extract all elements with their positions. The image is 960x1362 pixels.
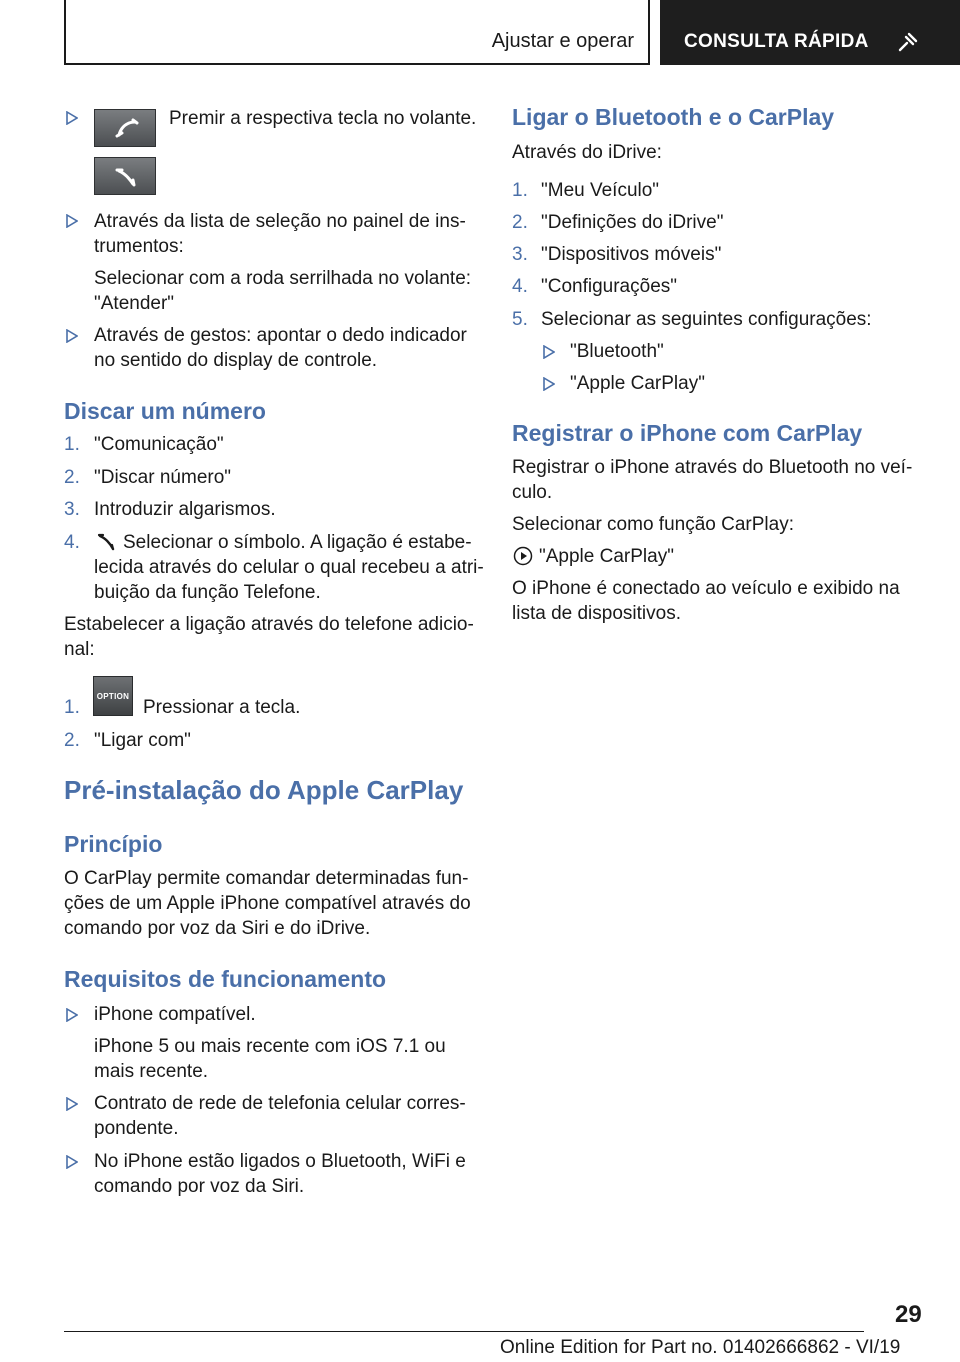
step-text: lecida através do celular o qual recebeu a atri- <box>94 557 484 578</box>
footer-divider <box>64 1331 864 1332</box>
paragraph: O iPhone é conectado ao veículo e exibido na <box>512 578 900 599</box>
bullet-triangle-icon <box>66 329 78 343</box>
phone-accept-icon <box>95 110 157 148</box>
step-number: 2. <box>512 212 528 233</box>
bullet-subtext: "Atender" <box>94 293 175 314</box>
header-section-box <box>64 0 650 65</box>
header-section: Ajustar e operar <box>491 30 634 52</box>
bullet-subtext: Selecionar com a roda serrilhada no volante: <box>94 268 472 289</box>
section-heading: Ligar o Bluetooth e o CarPlay <box>512 104 835 130</box>
bullet-text: Através da lista de seleção no painel de ins- <box>94 211 466 232</box>
page-number: 29 <box>895 1301 922 1328</box>
paragraph: comando por voz da Siri e do iDrive. <box>64 918 371 939</box>
step-number: 1. <box>512 180 528 201</box>
step-text: Selecionar o símbolo. A ligação é estabe- <box>123 532 472 553</box>
step-text: "Meu Veículo" <box>541 180 660 201</box>
step-number: 4. <box>512 276 528 297</box>
step-number: 5. <box>512 309 528 330</box>
bullet-text: "Bluetooth" <box>570 341 664 362</box>
paragraph: Estabelecer a ligação através do telefone adicio- <box>64 614 474 635</box>
step-text: "Comunicação" <box>94 434 224 455</box>
step-number: 2. <box>64 730 80 751</box>
bullet-triangle-icon <box>66 111 78 125</box>
step-number: 3. <box>64 499 80 520</box>
step-text: Introduzir algarismos. <box>94 499 276 520</box>
section-heading: Discar um número <box>64 398 266 424</box>
bullet-triangle-icon <box>66 214 78 228</box>
step-number: 2. <box>64 467 80 488</box>
paragraph: O CarPlay permite comandar determinadas fun- <box>64 868 469 889</box>
step-text: "Ligar com" <box>94 730 191 751</box>
step-text: "Definições do iDrive" <box>541 212 724 233</box>
section-heading: Requisitos de funcionamento <box>64 966 387 992</box>
paragraph: ções de um Apple iPhone compatível através do <box>64 893 471 914</box>
step-text: Pressionar a tecla. <box>143 697 301 718</box>
step-text: "Configurações" <box>541 276 678 297</box>
bullet-triangle-icon <box>66 1008 78 1022</box>
call-accept-key <box>94 109 156 147</box>
step-number: 3. <box>512 244 528 265</box>
bullet-text: no sentido do display de controle. <box>94 350 378 371</box>
phone-hangup-icon <box>95 158 157 196</box>
bullet-text: "Apple CarPlay" <box>570 373 705 394</box>
footer-edition: Online Edition for Part no. 01402666862 - VI/19 <box>500 1337 901 1358</box>
call-keys-text: Premir a respectiva tecla no volante. <box>169 108 477 129</box>
bullet-triangle-icon <box>543 345 555 359</box>
bullet-text: iPhone compatível. <box>94 1004 256 1025</box>
bullet-text: comando por voz da Siri. <box>94 1176 305 1197</box>
list-item-text: "Apple CarPlay" <box>539 546 674 567</box>
step-text: "Dispositivos móveis" <box>541 244 722 265</box>
bullet-triangle-icon <box>66 1097 78 1111</box>
phone-dial-icon <box>96 532 118 552</box>
bullet-text: pondente. <box>94 1118 179 1139</box>
section-heading: Princípio <box>64 831 163 857</box>
step-text: Selecionar as seguintes configurações: <box>541 309 872 330</box>
section-heading: Registrar o iPhone com CarPlay <box>512 420 863 446</box>
bullet-text: Contrato de rede de telefonia celular corres- <box>94 1093 466 1114</box>
paragraph: nal: <box>64 639 95 660</box>
bullet-subtext: iPhone 5 ou mais recente com iOS 7.1 ou <box>94 1036 446 1057</box>
bullet-text: Através de gestos: apontar o dedo indicador <box>94 325 467 346</box>
paragraph: Selecionar como função CarPlay: <box>512 514 794 535</box>
main-heading: Pré-instalação do Apple CarPlay <box>64 775 464 805</box>
paragraph: Registrar o iPhone através do Bluetooth no veí- <box>512 457 913 478</box>
paragraph: Através do iDrive: <box>512 142 662 163</box>
step-text: "Discar número" <box>94 467 232 488</box>
step-number: 4. <box>64 532 80 553</box>
bullet-subtext: mais recente. <box>94 1061 209 1082</box>
bullet-text: No iPhone estão ligados o Bluetooth, WiFi e <box>94 1151 466 1172</box>
bullet-text: trumentos: <box>94 236 184 257</box>
paragraph: lista de dispositivos. <box>512 603 681 624</box>
call-end-key <box>94 157 156 195</box>
option-key: OPTION <box>93 676 133 716</box>
play-circle-icon <box>513 546 533 566</box>
step-text: buição da função Telefone. <box>94 582 321 603</box>
step-number: 1. <box>64 434 80 455</box>
header-chapter: CONSULTA RÁPIDA <box>684 31 869 52</box>
step-number: 1. <box>64 697 80 718</box>
pin-icon <box>897 29 921 53</box>
bullet-triangle-icon <box>66 1155 78 1169</box>
paragraph: culo. <box>512 482 553 503</box>
bullet-triangle-icon <box>543 377 555 391</box>
